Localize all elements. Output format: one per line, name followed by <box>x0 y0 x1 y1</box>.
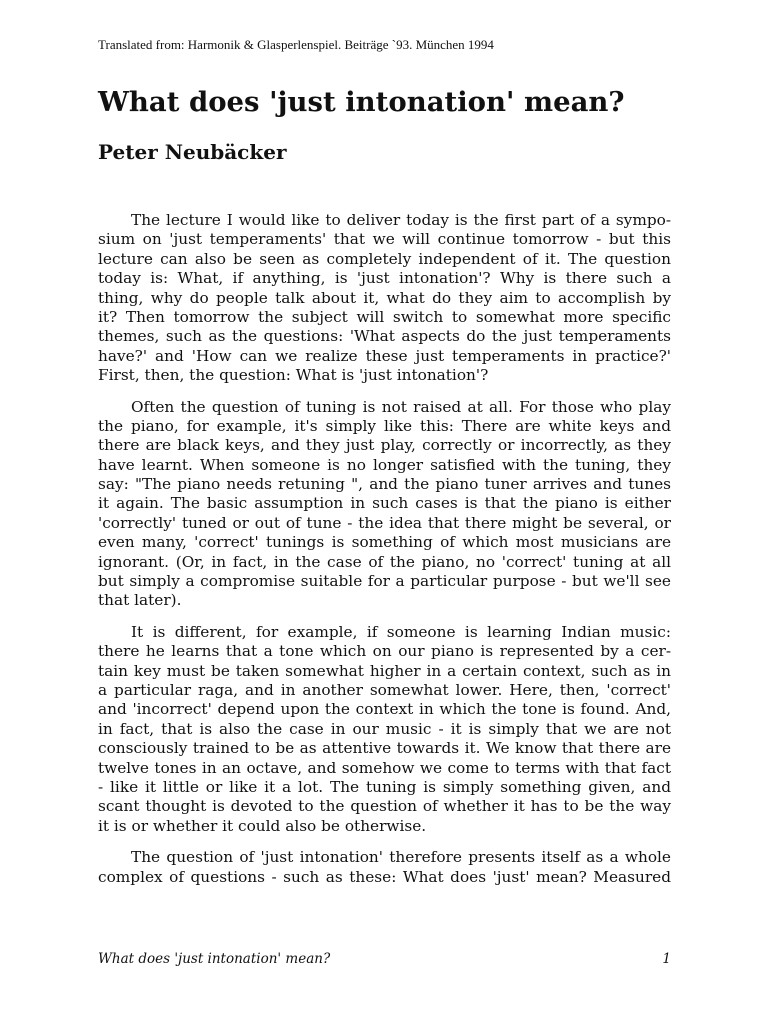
text-line: have?' and 'How can we realize these just temperaments in practice?' <box>98 346 671 365</box>
text-line: sium on 'just temperaments' that we will continue tomorrow - but this <box>98 230 671 249</box>
text-line: - like it little or like it a lot. The tuning is simply something given, and <box>98 777 671 796</box>
text-line: tain key must be taken somewhat higher in a certain context, such as in <box>98 661 671 680</box>
paragraph-1 <box>98 211 671 386</box>
text-line: in fact, that is also the case in our music - it is simply that we are not <box>98 719 671 738</box>
source-note: Translated from: Harmonik & Glasperlenspiel. Beiträge `93. München 1994 <box>98 37 494 52</box>
article-body <box>98 211 671 899</box>
text-line: Often the question of tuning is not raised at all. For those who play <box>131 397 671 416</box>
text-line: it is or whether it could also be otherwise. <box>98 816 427 835</box>
text-line: even many, 'correct' tunings is something of which most musicians are <box>98 533 671 552</box>
page-number: 1 <box>662 951 671 967</box>
page-footer <box>98 950 671 968</box>
text-line: The lecture I would like to deliver today is the first part of a sympo- <box>131 211 671 229</box>
text-line: the piano, for example, it's simply like this: There are white keys and <box>98 416 671 435</box>
text-line: it? Then tomorrow the subject will switch to somewhat more specific <box>98 307 671 326</box>
text-line: twelve tones in an octave, and somehow we come to terms with that fact <box>98 758 671 777</box>
text-line: but simply a compromise suitable for a particular purpose - but we'll see <box>98 572 671 591</box>
text-line: say: "The piano needs retuning ", and the piano tuner arrives and tunes <box>98 475 671 494</box>
text-line: complex of questions - such as these: What does 'just' mean? Measured <box>98 867 671 886</box>
text-line: there are black keys, and they just play, correctly or incorrectly, as they <box>98 436 671 455</box>
text-line: First, then, the question: What is 'just intonation'? <box>98 366 489 385</box>
text-line: a particular raga, and in another somewhat lower. Here, then, 'correct' <box>98 680 671 699</box>
text-line: It is different, for example, if someone is learning Indian music: <box>131 622 671 641</box>
text-line: that later). <box>98 591 182 610</box>
document-page <box>98 0 671 1024</box>
text-line: 'correctly' tuned or out of tune - the idea that there might be several, or <box>98 513 671 532</box>
text-line: themes, such as the questions: 'What aspects do the just temperaments <box>98 327 671 346</box>
text-line: have learnt. When someone is no longer satisfied with the tuning, they <box>98 455 671 474</box>
paragraph-3 <box>98 623 671 836</box>
text-line: and 'incorrect' depend upon the context in which the tone is found. And, <box>98 700 671 719</box>
footer-running-title: What does 'just intonation' mean? <box>98 951 331 967</box>
paragraph-4 <box>98 848 671 887</box>
text-line: today is: What, if anything, is 'just intonation'? Why is there such a <box>98 269 671 288</box>
text-line: there he learns that a tone which on our piano is represented by a cer- <box>98 642 671 661</box>
text-line: it again. The basic assumption in such cases is that the piano is either <box>98 494 671 513</box>
text-line: consciously trained to be as attentive towards it. We know that there are <box>98 739 671 758</box>
text-line: scant thought is devoted to the question of whether it has to be the way <box>98 797 671 816</box>
paragraph-2 <box>98 398 671 611</box>
text-line: ignorant. (Or, in fact, in the case of the piano, no 'correct' tuning at all <box>98 552 671 571</box>
text-line: The question of 'just intonation' therefore presents itself as a whole <box>131 848 671 867</box>
text-line: thing, why do people talk about it, what do they aim to accomplish by <box>98 288 671 307</box>
text-line: lecture can also be seen as completely independent of it. The question <box>98 249 671 268</box>
author-name: Peter Neubäcker <box>98 140 287 164</box>
page-title: What does 'just intonation' mean? <box>98 86 625 118</box>
